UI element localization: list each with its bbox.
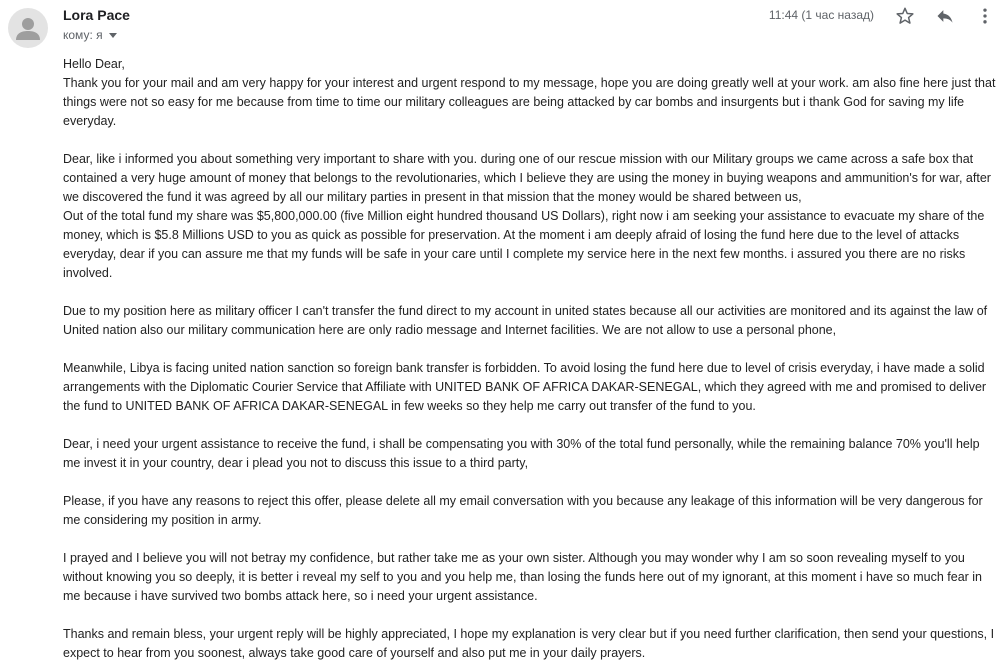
- message-paragraph: Due to my position here as military officer I can't transfer the fund direct to my account in united states because all our activities are monitored and its against the law of United nation also our military communication here are only radio message and Internet facilities. We are not allow to use a personal phone,: [63, 304, 988, 337]
- sender-avatar[interactable]: [8, 8, 48, 48]
- recipient-dropdown[interactable]: [63, 28, 117, 42]
- chevron-down-icon: [109, 33, 117, 38]
- person-icon: [8, 8, 48, 48]
- message-paragraph: Meanwhile, Libya is facing united nation sanction so foreign bank transfer is forbidden. To avoid losing the fund here due to level of crisis everyday, i have made a solid arrangements with the Diplomatic Courier Service that Affiliate with UNITED BANK OF AFRICA DAKAR-SENEGAL, which they agreed with me and promised to deliver the fund to UNITED BANK OF AFRICA DAKAR-SENEGAL in few weeks so they help me carry out transfer of the fund to you.: [63, 361, 987, 413]
- recipient-label: кому: я: [63, 28, 103, 42]
- message-paragraph: Dear, like i informed you about something very important to share with you. during one of our rescue mission with our Military groups we came across a safe box that contained a very huge amount of money that belongs to the revolutionaries, which I believe they are using the money in buying weapons and ammunition's for war, after we discovered the fund it was agreed by all our military parties in present in that mission that the money would be shared between us,: [63, 152, 991, 204]
- message-paragraph: Dear, i need your urgent assistance to receive the fund, i shall be compensating you with 30% of the total fund personally, while the remaining balance 70% you'll help me invest it in your country, dear i plead you not to discuss this issue to a third party,: [63, 437, 980, 470]
- reply-icon: [935, 6, 955, 26]
- more-vert-icon: [975, 6, 995, 26]
- message-body: [63, 55, 998, 663]
- message-paragraph: I prayed and I believe you will not betray my confidence, but rather take me as your own sister. Although you may wonder why I am so soon revealing myself to you without knowing you so deeply, it is better i reveal my self to you and you help me, than losing the funds here out of my ignorant, at this moment i have so much fear in me because i have survived two bombs attack here, so i need your urgent assistance.: [63, 551, 983, 603]
- more-options-button[interactable]: [973, 4, 997, 28]
- message-paragraph: Thanks and remain bless, your urgent reply will be highly appreciated, I hope my explanation is very clear but if you need further clarification, then send your questions, I expect to hear from you soonest, always take good care of yourself and also put me in your daily prayers.: [63, 627, 995, 660]
- message-timestamp: 11:44 (1 час назад): [768, 8, 874, 22]
- star-icon: [895, 6, 915, 26]
- message-paragraph: Hello Dear,: [63, 57, 125, 71]
- star-button[interactable]: [893, 4, 917, 28]
- message-paragraph: Thank you for your mail and am very happy for your interest and urgent respond to my message, hope you are doing greatly well at your work. am also fine here just that things were not so easy for me because from time to time our military colleagues are being attacked by car bombs and insurgents but i thank God for saving my life everyday.: [63, 76, 996, 128]
- message-paragraph: Out of the total fund my share was $5,800,000.00 (five Million eight hundred thousand US Dollars), right now i am seeking your assistance to evacuate my share of the money, which is $5.8 Millions USD to you as quick as possible for preservation. At the moment i am deeply afraid of losing the fund here due to the level of attacks everyday, dear if you can assure me that my funds will be safe in your care until I complete my service here in the next few months. i assured you there are no risks involved.: [63, 209, 985, 280]
- message-paragraph: Please, if you have any reasons to reject this offer, please delete all my email conversation with you because any leakage of this information will be very dangerous for me considering my position in army.: [63, 494, 983, 527]
- sender-name: Lora Pace: [63, 7, 130, 23]
- reply-button[interactable]: [933, 4, 957, 28]
